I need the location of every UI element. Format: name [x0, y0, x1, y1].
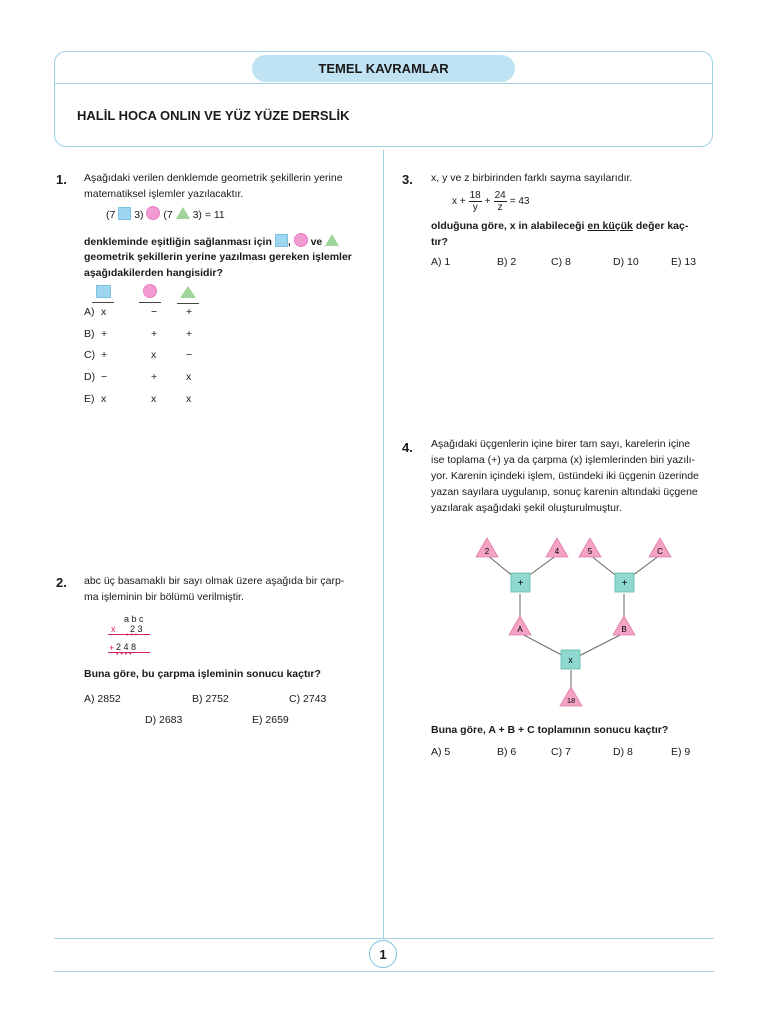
square-icon — [96, 285, 111, 298]
mul-top: a b c — [124, 614, 144, 624]
q1-col-triangle — [180, 284, 199, 304]
q2-option-a[interactable]: A) 2852 — [84, 693, 121, 705]
triangle-2-label: 2 — [484, 547, 490, 556]
q4-option-d[interactable]: D) 8 — [613, 746, 633, 758]
q3-option-c[interactable]: C) 8 — [551, 256, 571, 268]
footer-rule-bottom — [54, 971, 714, 972]
triangle-a — [509, 616, 531, 635]
q1-col-square — [96, 283, 114, 303]
q3-ask-2: tır? — [431, 236, 448, 248]
q2-option-e[interactable]: E) 2659 — [252, 714, 289, 726]
option-cell: + — [101, 328, 108, 340]
q1-eq-part: (7 — [106, 209, 116, 221]
q3-eq-plus: + — [484, 196, 491, 207]
option-label: C) — [84, 349, 96, 361]
q1-option-c[interactable] — [84, 349, 193, 361]
triangle-2 — [476, 538, 498, 557]
q2-option-c[interactable]: C) 2743 — [289, 693, 327, 705]
option-cell: + — [186, 306, 193, 318]
triangle-c — [649, 538, 671, 557]
q1-col-circle — [143, 283, 161, 303]
option-cell: − — [186, 349, 193, 361]
option-label: B) — [84, 328, 95, 340]
option-label: A) — [84, 306, 95, 318]
q3-ask-underlined: en küçük — [587, 220, 633, 232]
q2-number: 2. — [56, 575, 67, 590]
q1-ask-text: denkleminde eşitliğin sağlanması için — [84, 236, 272, 248]
q4-line-3: yor. Karenin içindeki işlem, üstündeki iki üçgenin üzerinde — [431, 470, 699, 482]
q4-line-5: yazılarak aşağıdaki şekil oluşturulmuştur. — [431, 502, 622, 514]
square-icon — [118, 207, 131, 220]
mul-second: 2 3 — [130, 624, 143, 634]
square-bottom-op: x — [568, 655, 573, 665]
q4-option-b[interactable]: B) 6 — [497, 746, 517, 758]
q2-ask: Buna göre, bu çarpma işleminin sonucu kaçtır? — [84, 668, 321, 680]
triangle-5 — [579, 538, 601, 557]
triangle-4 — [546, 538, 568, 557]
option-cell: x — [101, 393, 107, 405]
square-icon — [275, 234, 288, 247]
q4-option-e[interactable]: E) 9 — [671, 746, 691, 758]
square-right — [615, 573, 634, 592]
page-number: 1 — [369, 940, 397, 968]
q3-intro: x, y ve z birbirinden farklı sayma sayılarıdır. — [431, 172, 633, 184]
q1-option-e[interactable] — [84, 393, 192, 405]
option-cell: − — [101, 371, 108, 383]
q4-line-1: Aşağıdaki üçgenlerin içine birer tam sayı, karelerin içine — [431, 438, 691, 450]
page-title: TEMEL KAVRAMLAR — [252, 55, 515, 82]
q1-eq-part: (7 — [163, 209, 173, 221]
square-left-op: + — [517, 578, 524, 589]
triangle-icon — [180, 286, 196, 298]
option-cell: + — [151, 328, 158, 340]
triangle-b — [613, 616, 635, 635]
option-label: E) — [84, 393, 95, 405]
q3-option-b[interactable]: B) 2 — [497, 256, 517, 268]
mul-dots-1: • • • — [126, 632, 138, 639]
q3-option-a[interactable]: A) 1 — [431, 256, 451, 268]
q3-fraction-2 — [494, 190, 507, 213]
q1-eq-part: 3) — [134, 209, 144, 221]
triangle-18-label: 18 — [566, 696, 576, 705]
q3-ask-text: olduğuna göre, x in alabileceği — [431, 220, 585, 232]
option-cell: + — [186, 328, 193, 340]
q1-ask-comma: , — [287, 236, 291, 248]
q1-option-a[interactable] — [84, 306, 193, 318]
mul-partial: 2 4 8 — [116, 642, 137, 652]
triangle-icon — [325, 234, 339, 246]
triangle-b-label: B — [621, 625, 627, 634]
circle-icon — [146, 206, 160, 220]
q3-ask-1 — [431, 218, 688, 234]
option-cell: − — [151, 306, 158, 318]
square-left — [511, 573, 530, 592]
q2-option-d[interactable]: D) 2683 — [145, 714, 183, 726]
frac-num: 24 — [494, 190, 506, 201]
square-right-op: + — [621, 578, 628, 589]
q4-option-c[interactable]: C) 7 — [551, 746, 571, 758]
q3-number: 3. — [402, 172, 413, 187]
frac-den: z — [497, 202, 503, 213]
circle-icon — [294, 233, 308, 247]
triangle-4-label: 4 — [554, 547, 560, 556]
triangle-c-label: C — [657, 547, 663, 556]
triangle-a-label: A — [517, 625, 523, 634]
option-cell: x — [151, 393, 157, 405]
option-label: D) — [84, 371, 96, 383]
triangle-icon — [176, 207, 190, 219]
q4-ask: Buna göre, A + B + C toplamının sonucu kaçtır? — [431, 724, 669, 736]
frac-num: 18 — [469, 190, 481, 201]
q3-option-d[interactable]: D) 10 — [613, 256, 639, 268]
square-bottom — [561, 650, 580, 669]
q4-number: 4. — [402, 440, 413, 455]
page-subtitle: HALİL HOCA ONLIN VE YÜZ YÜZE DERSLİK — [77, 108, 350, 123]
option-cell: x — [186, 371, 192, 383]
q3-ask-text: değer kaç- — [635, 220, 689, 232]
q1-option-b[interactable] — [84, 328, 193, 340]
circle-icon — [143, 284, 157, 298]
column-divider — [383, 150, 384, 938]
q1-ask-2: geometrik şekillerin yerine yazılması gereken işlemler — [84, 251, 352, 263]
q4-line-2: ise toplama (+) ya da çarpma (x) işlemlerinden biri yazılı- — [431, 454, 696, 466]
option-cell: x — [186, 393, 192, 405]
q1-number: 1. — [56, 172, 67, 187]
q2-option-b[interactable]: B) 2752 — [192, 693, 229, 705]
q4-line-4: yazan sayılara uygulanıp, sonuç karenin altındaki üçgene — [431, 486, 698, 498]
q1-ask-1 — [84, 233, 339, 250]
q3-eq-result: = 43 — [509, 196, 530, 207]
mul-plus: + — [109, 643, 115, 653]
option-cell: x — [151, 349, 157, 361]
q4-option-a[interactable]: A) 5 — [431, 746, 451, 758]
option-cell: x — [101, 306, 107, 318]
q1-intro-2: matematiksel işlemler yazılacaktır. — [84, 188, 244, 200]
frac-den: y — [472, 202, 478, 213]
q1-ask-and: ve — [310, 236, 323, 248]
q3-eq-x: x + — [452, 196, 466, 207]
q1-intro-1: Aşağıdaki verilen denklemde geometrik şekillerin yerine — [84, 172, 343, 184]
option-cell: + — [101, 349, 108, 361]
q4-tree-diagram — [460, 530, 700, 710]
q1-equation — [106, 206, 225, 223]
q1-option-d[interactable] — [84, 371, 192, 383]
q2-multiplication — [108, 614, 158, 662]
option-cell: + — [151, 371, 158, 383]
q3-equation — [452, 190, 529, 213]
q1-eq-part: 3) = 11 — [192, 209, 225, 221]
footer-rule-top — [54, 938, 714, 939]
triangle-18 — [560, 687, 582, 706]
mul-dots-2: • • • • — [116, 651, 132, 658]
mul-x: x — [111, 624, 116, 634]
triangle-5-label: 5 — [587, 547, 593, 556]
q3-fraction-1 — [469, 190, 482, 213]
header-divider — [55, 83, 712, 84]
q3-option-e[interactable]: E) 13 — [671, 256, 697, 268]
q2-intro-2: ma işleminin bir bölümü verilmiştir. — [84, 591, 244, 603]
q2-intro-1: abc üç basamaklı bir sayı olmak üzere aşağıda bir çarp- — [84, 575, 345, 587]
q1-ask-3: aşağıdakilerden hangisidir? — [84, 267, 223, 279]
